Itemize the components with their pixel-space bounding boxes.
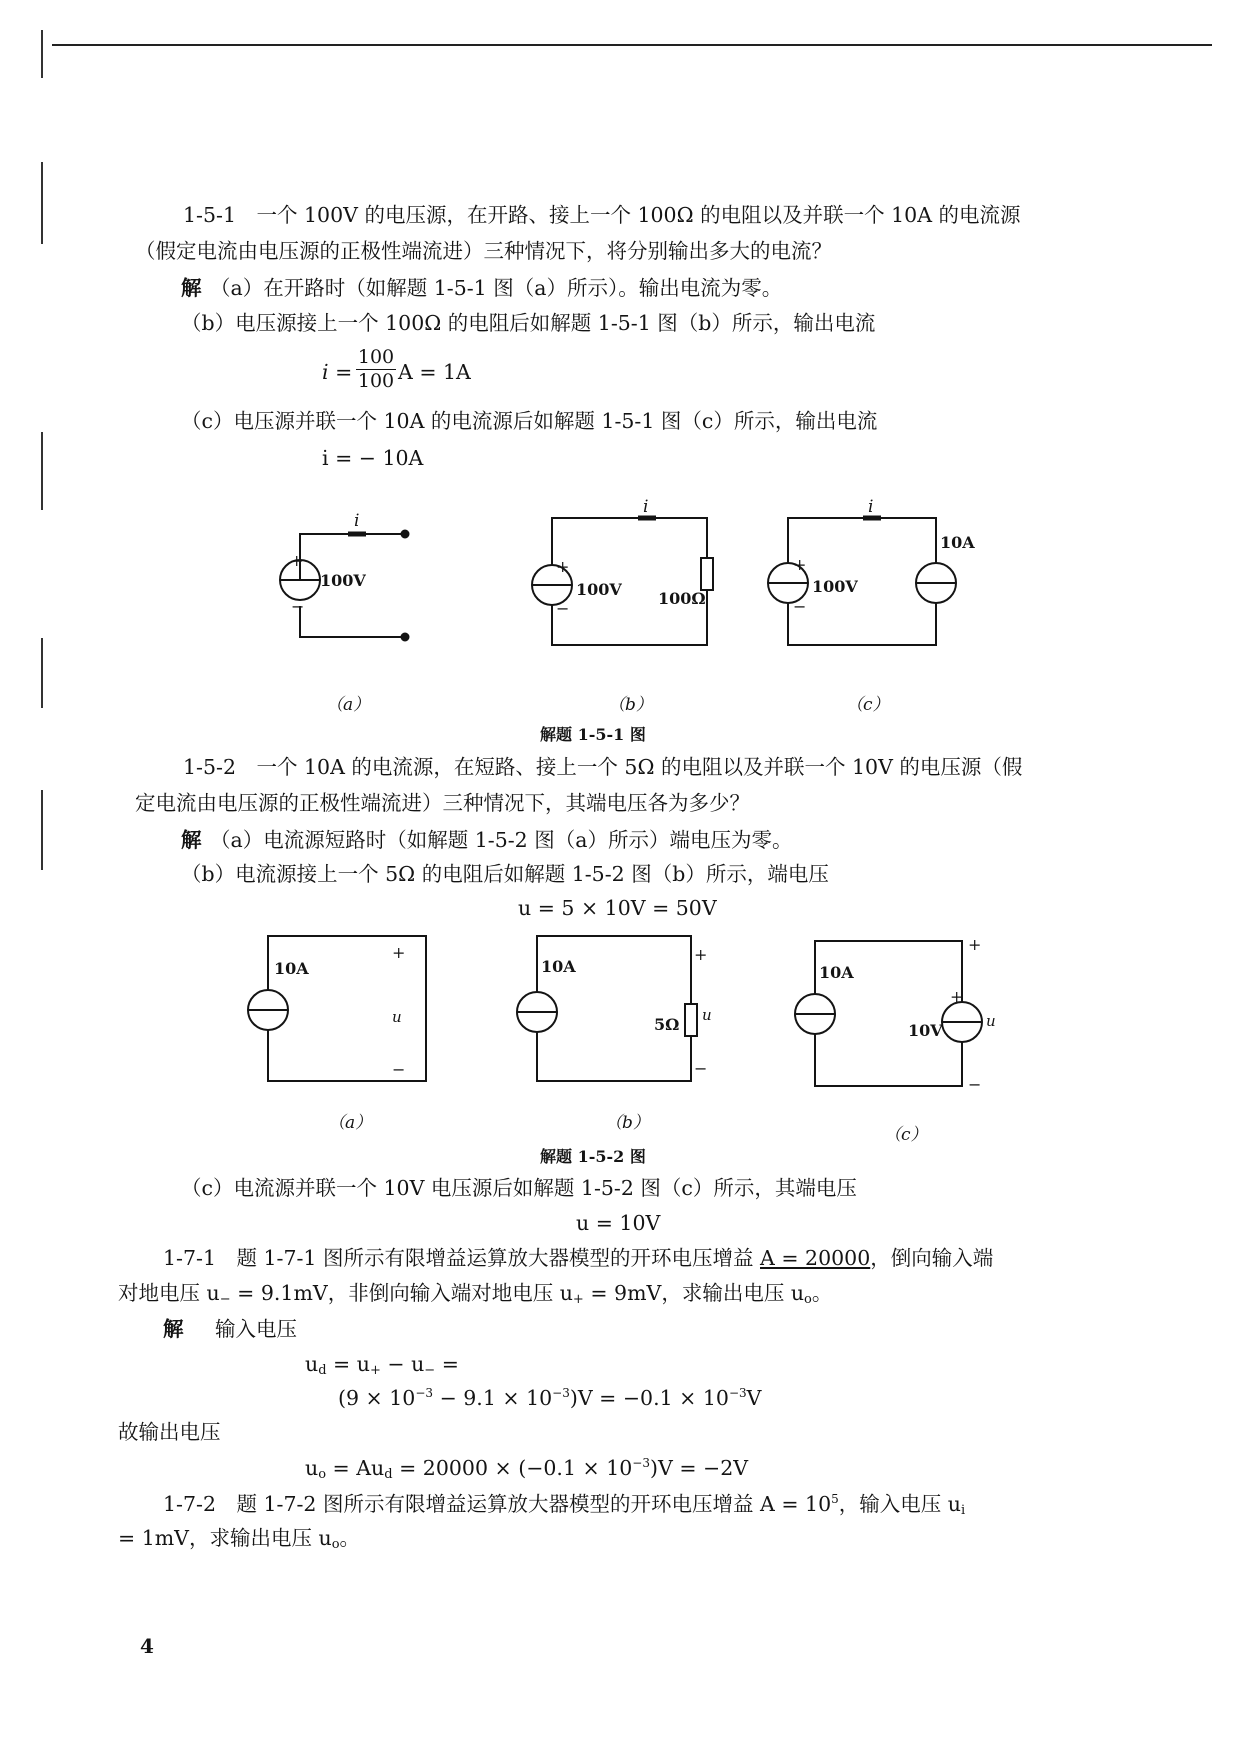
subscript: o [318,1467,327,1482]
plus-sign: + [392,943,406,962]
voltage-label-u: u [986,1012,996,1030]
eq-b-lhs: i = [322,360,353,384]
caption-b: （b） [605,1113,650,1133]
subscript: o [804,1292,812,1307]
solution-label: 解 [181,276,202,300]
caption-c: （c） [846,695,890,715]
minus-sign: − [291,597,305,616]
output-voltage-label: 故输出电压 [118,1420,221,1444]
subscript: d [318,1363,327,1378]
problem-1-5-1-line2: （假定电流由电压源的正极性端流进）三种情况下，将分别输出多大的电流？ [135,239,832,263]
plus-sign: + [694,945,708,964]
voltage-label-u: u [702,1006,712,1024]
caption-b: （b） [608,695,653,715]
caption-a: （a） [326,695,371,715]
eq-ud [305,1354,459,1377]
text-run: u [305,1352,319,1376]
superscript: −3 [728,1386,747,1400]
subscript: − [424,1363,436,1378]
minus-sign: − [694,1059,708,1078]
problem-1-7-1-line1-post: ，倒向输入端 [870,1246,994,1270]
plus-sign: + [290,551,304,570]
text-run: = u [326,1352,370,1376]
eq-ud-value [338,1387,761,1409]
problem-1-7-1-line1-pre: 1-7-1 题 1-7-1 图所示有限增益运算放大器模型的开环电压增益 [163,1246,761,1270]
text-run: 1-7-2 题 1-7-2 图所示有限增益运算放大器模型的开环电压增益 A = 10 [163,1492,832,1516]
problem-1-5-2-line2: 定电流由电压源的正极性端流进）三种情况下，其端电压各为多少？ [135,791,750,815]
eq-c: u = 10V [576,1211,661,1235]
caption-c: （c） [884,1125,928,1145]
input-voltage-label: 输入电压 [215,1317,297,1341]
plus-sign: + [950,987,964,1006]
text-run: = 20000 × (−0.1 × 10 [392,1456,633,1480]
plus-sign: + [556,557,570,576]
solution-a-text: （a）电流源短路时（如解题 1-5-2 图（a）所示）端电压为零。 [210,828,793,852]
minus-sign: − [556,599,570,618]
minus-sign: − [392,1060,406,1079]
solution-c-text: （c）电流源并联一个 10V 电压源后如解题 1-5-2 图（c）所示，其端电压 [181,1176,857,1200]
current-label-i: i [354,511,360,531]
minus-sign: − [793,597,807,616]
text-run: = 1mV，求输出电压 u [118,1526,332,1550]
source-label-10v: 10V [908,1021,943,1040]
text-run: = Au [326,1456,385,1480]
text-run: )V = −0.1 × 10 [569,1386,729,1410]
page-number: 4 [140,1634,154,1658]
problem-1-5-2-line1: 1-5-2 一个 10A 的电流源，在短路、接上一个 5Ω 的电阻以及并联一个 10V 的电压源（假 [183,755,1023,779]
superscript: −3 [632,1456,650,1470]
problem-1-7-2-line2 [118,1528,360,1551]
source-label-100v: 100V [320,571,366,590]
subscript: i [961,1503,966,1518]
source-label-10a: 10A [940,533,975,552]
source-label-10a: 10A [274,959,309,978]
subscript: + [572,1292,584,1307]
eq-b-numerator: 100 [357,346,395,368]
superscript: 5 [831,1492,839,1506]
figure-caption: 解题 1-5-2 图 [540,1147,646,1166]
text-run: u [305,1456,319,1480]
subscript: − [219,1292,231,1307]
problem-1-7-1-line2 [118,1283,832,1306]
minus-sign: − [968,1075,982,1094]
text-run: − u [380,1352,425,1376]
text-run: 。 [811,1281,833,1305]
problem-1-7-2-line1 [163,1493,965,1517]
text-run: (9 × 10 [338,1386,416,1410]
subscript: + [369,1363,381,1378]
source-label-10a: 10A [541,957,576,976]
problem-1-7-1-line1 [163,1248,993,1269]
gain-value: A = 20000 [760,1246,871,1270]
text-run: 。 [339,1526,361,1550]
current-label-i: i [643,497,649,517]
current-label-i: i [868,497,874,517]
figure-caption: 解题 1-5-1 图 [540,725,646,744]
superscript: −3 [415,1386,434,1400]
plus-sign: + [968,935,982,954]
text-run: = 9mV，求输出电压 u [583,1281,805,1305]
eq-b-denominator: 100 [357,370,395,392]
text-run: V [746,1386,762,1410]
source-label-10a: 10A [819,963,854,982]
text-run: )V = −2V [650,1456,749,1480]
text-run: − 9.1 × 10 [433,1386,553,1410]
text-run: 对地电压 u [118,1281,220,1305]
problem-1-5-1-line1: 1-5-1 一个 100V 的电压源，在开路、接上一个 100Ω 的电阻以及并联一个 10A 的电流源 [183,203,1021,227]
solution-a-text: （a）在开路时（如解题 1-5-1 图（a）所示）。输出电流为零。 [210,276,783,300]
eq-b-rhs: A = 1A [398,360,471,384]
eq-uo [305,1457,748,1481]
superscript: −3 [552,1386,570,1400]
text-run: = 9.1mV，非倒向输入端对地电压 u [230,1281,573,1305]
resistor-icon [685,1004,697,1036]
text-run: = [435,1352,459,1376]
text-run: ，输入电压 u [838,1492,961,1516]
solution-b-text: （b）电压源接上一个 100Ω 的电阻后如解题 1-5-1 图（b）所示，输出电流 [181,311,876,335]
caption-a: （a） [328,1113,373,1133]
subscript: o [331,1537,340,1552]
solution-label: 解 [181,828,202,852]
solution-b-text: （b）电流源接上一个 5Ω 的电阻后如解题 1-5-2 图（b）所示，端电压 [181,862,829,886]
resistor-label-100ohm: 100Ω [658,589,706,608]
solution-c-text: （c）电压源并联一个 10A 的电流源后如解题 1-5-1 图（c）所示，输出电流 [181,409,878,433]
solution-label: 解 [163,1317,184,1341]
eq-b: u = 5 × 10V = 50V [518,896,717,920]
source-label-100v: 100V [812,577,858,596]
resistor-label-5ohm: 5Ω [654,1015,680,1034]
eq-c: i = − 10A [322,446,424,470]
subscript: d [384,1467,393,1482]
source-label-100v: 100V [576,580,622,599]
plus-sign: + [793,555,807,574]
voltage-label-u: u [392,1008,402,1026]
